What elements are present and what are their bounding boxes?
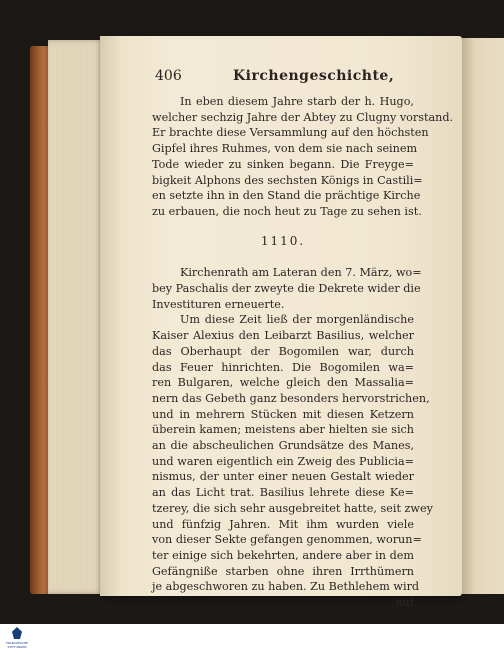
text-line: das Oberhaupt der Bogomilen war, durch (152, 344, 414, 358)
text-line: In eben diesem Jahre starb der h. Hugo, (180, 95, 414, 108)
text-line: und waren eigentlich ein Zweig des Publicia= (152, 454, 414, 468)
text-line: nern das Gebeth ganz besonders hervorstrichen, (152, 391, 430, 405)
page-body (152, 94, 454, 611)
text-line: Tode wieder zu sinken begann. Die Freyge= (152, 157, 414, 171)
page-number: 406 (155, 68, 182, 84)
paragraph-bogomilen (152, 312, 433, 610)
text-line: en setzte ihn in den Stand die prächtige Kirche (152, 189, 421, 203)
text-line: Kaiser Alexius den Leibarzt Basilius, welcher (152, 329, 414, 343)
text-line: tzerey, die sich sehr ausgebreitet hatte, seit zwey (152, 501, 433, 515)
logo-icon (12, 627, 22, 639)
text-line: nismus, der unter einer neuen Gestalt wieder (152, 470, 414, 484)
text-line: ren Bulgaren, welche gleich den Massalia= (152, 376, 414, 390)
right-page-edge (462, 38, 504, 594)
text-line: das Feuer hinrichten. Die Bogomilen wa= (152, 360, 414, 374)
text-line: bey Paschalis der zweyte die Dekrete wider die (152, 282, 421, 296)
text-line: an das Licht trat. Basilius lehrete diese Ke= (152, 486, 414, 500)
institution-logo (4, 627, 30, 653)
paragraph-hugo (152, 94, 454, 220)
text-line: Er brachte diese Versammlung auf den höchsten (152, 126, 429, 140)
page-edges (48, 40, 103, 594)
text-line: Investituren erneuerte. (152, 297, 285, 311)
text-line: zu erbauen, die noch heut zu Tage zu sehen ist. (152, 204, 422, 218)
text-line: an die abscheulichen Grundsätze des Manes, (152, 439, 414, 453)
text-line: Gipfel ihres Ruhmes, von dem sie nach seinem (152, 142, 418, 156)
running-title: Kirchengeschichte, (233, 68, 395, 84)
text-line: und in mehrern Stücken mit diesen Ketzern (152, 407, 414, 421)
year-heading: 1110. (260, 233, 306, 248)
text-line: ter einige sich bekehrten, andere aber in dem (152, 548, 414, 562)
catchword: auf (395, 596, 414, 610)
text-line: Gefängniße starben ohne ihren Irrthümern (152, 564, 414, 578)
text-line: je abgeschworen zu haben. Zu Bethlehem wird (152, 580, 420, 594)
text-line: und fünfzig Jahren. Mit ihm wurden viele (152, 517, 414, 531)
page-header (155, 68, 445, 90)
text-line: überein kamen; meistens aber hielten sie sich (152, 423, 414, 437)
text-line: Kirchenrath am Lateran den 7. März, wo= (180, 266, 422, 280)
logo-text: FRANCKESCHE STIFTUNGEN (5, 641, 29, 649)
text-line: bigkeit Alphons des sechsten Königs in Castili= (152, 173, 423, 187)
text-line: welcher sechzig Jahre der Abtey zu Clugny vorstand. (152, 110, 454, 124)
paragraph-lateran (152, 265, 422, 312)
text-line: Um diese Zeit ließ der morgenländische (180, 313, 414, 327)
viewer-footer (0, 624, 504, 654)
text-line: von dieser Sekte gefangen genommen, worun= (152, 533, 422, 547)
